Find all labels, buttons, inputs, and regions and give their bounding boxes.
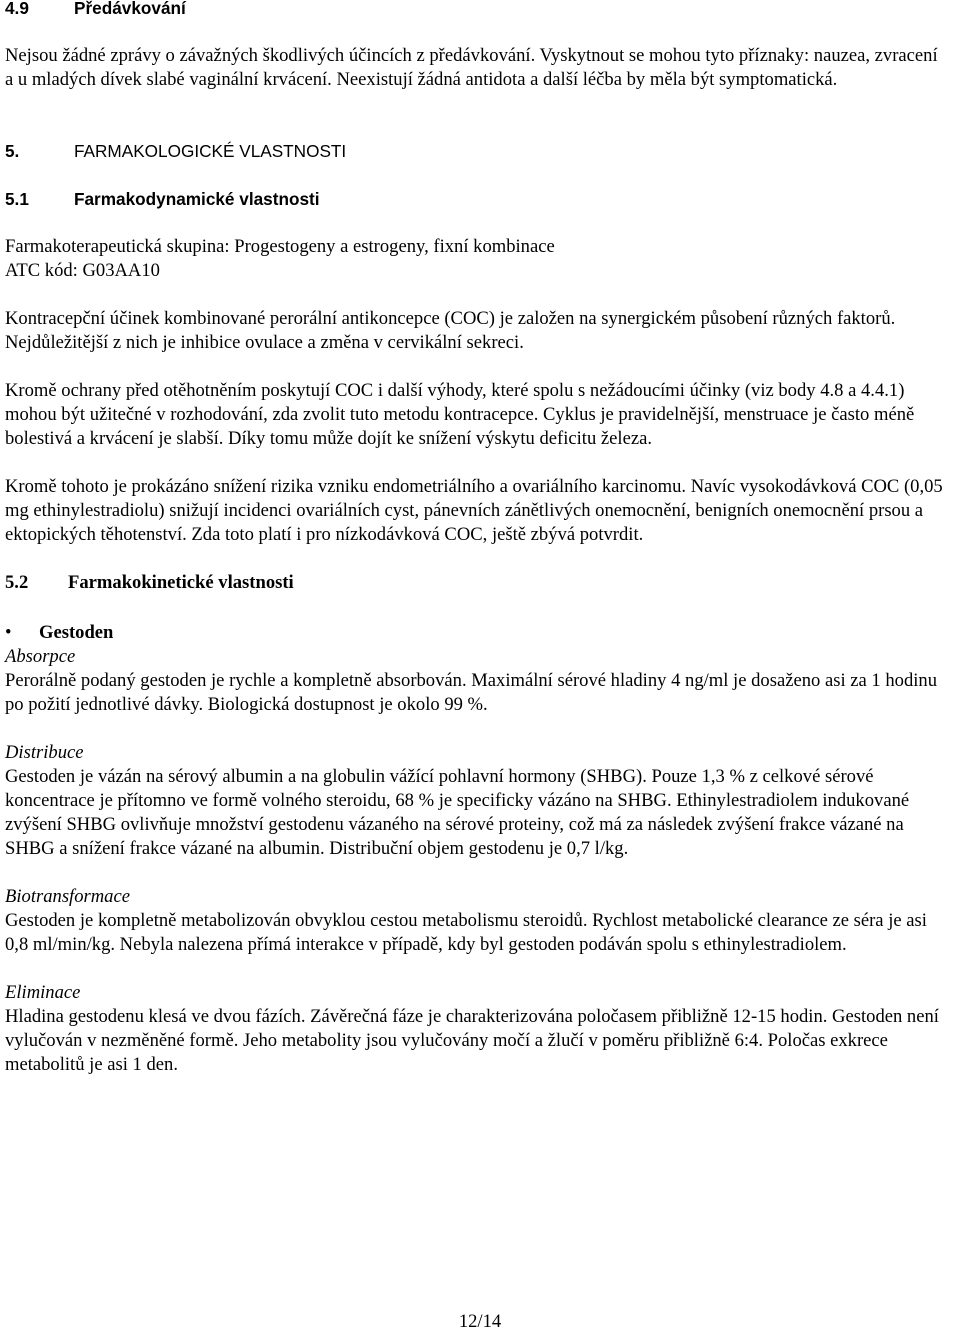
biotransformation-heading: Biotransformace — [5, 886, 130, 907]
bullet-icon: • — [5, 622, 12, 643]
contraceptive-effect-paragraph: Kontracepční účinek kombinované perorální antikoncepce (COC) je založen na synergickém působení různých faktorů. Nejdůležitější z nich je inhibice ovulace a změna v cervikální sekreci. — [5, 308, 896, 353]
section-number: 5. — [5, 141, 20, 161]
distribution-paragraph: Gestoden je vázán na sérový albumin a na globulin vážící pohlavní hormony (SHBG). Pouze 1,3 % z celkové sérové koncentrace je přítomno ve formě volného steroidu, 68 % je specificky vázáno na SHBG. Ethinylestradiolem indukované zvýšení SHBG ovlivňuje množství gestodenu vázaného na sérové proteiny, což má za následek zvýšení frakce vázané na SHBG a snížení frakce vázané na albumin. Distribuční objem gestodenu je 0,7 l/kg. — [5, 766, 910, 859]
section-4-9-heading — [5, 0, 950, 20]
section-title: FARMAKOLOGICKÉ VLASTNOSTI — [74, 141, 347, 161]
pharmacotherapeutic-group: Farmakoterapeutická skupina: Progestogeny a estrogeny, fixní kombinace — [5, 236, 555, 257]
section-5-heading — [5, 139, 950, 163]
elimination-paragraph: Hladina gestodenu klesá ve dvou fázích. Závěrečná fáze je charakterizována poločasem přibližně 12-15 hodin. Gestoden není vylučován v nezměněné formě. Jeho metabolity jsou vylučovány močí a žlučí v poměru přibližně 6:4. Poločas exkrece metabolitů je asi 1 den. — [5, 1006, 939, 1075]
atc-code: ATC kód: G03AA10 — [5, 260, 160, 281]
section-5-2-heading — [5, 571, 950, 595]
section-title: Farmakodynamické vlastnosti — [74, 189, 320, 209]
section-number: 5.2 — [5, 572, 29, 593]
elimination-heading: Eliminace — [5, 982, 81, 1003]
document-page — [5, 0, 950, 1077]
distribution-heading: Distribuce — [5, 742, 84, 763]
section-5-1-heading — [5, 187, 950, 211]
absorption-paragraph: Perorálně podaný gestoden je rychle a kompletně absorbován. Maximální sérové hladiny 4 ng/ml je dosaženo asi za 1 hodinu po požití jednotlivé dávky. Biologická dostupnost je okolo 99 %. — [5, 670, 938, 715]
cancer-risk-paragraph: Kromě tohoto je prokázáno snížení rizika vzniku endometriálního a ovariálního karcinomu. Navíc vysokodávková COC (0,05 mg ethinylestradiolu) snižují incidenci ovariálních cyst, pánevních zánětlivých onemocnění, benigních onemocnění prsou a ektopických těhotenství. Zda toto platí i pro nízkodávková COC, ještě zbývá potvrdit. — [5, 476, 943, 545]
benefits-paragraph: Kromě ochrany před otěhotněním poskytují COC i další výhody, které spolu s nežádoucími účinky (viz body 4.8 a 4.4.1) mohou být užitečné v rozhodování, zda zvolit tuto metodu kontracepce. Cyklus je pravidelnější, menstruace je často méně bolestivá a krvácení je slabší. Díky tomu může dojít ke snížení výskytu deficitu železa. — [5, 380, 915, 449]
substance-bullet — [5, 621, 950, 645]
page-number: 12/14 — [458, 1311, 502, 1332]
section-number: 4.9 — [5, 0, 29, 18]
absorption-heading: Absorpce — [5, 646, 76, 667]
section-title: Předávkování — [74, 0, 186, 18]
biotransformation-paragraph: Gestoden je kompletně metabolizován obvyklou cestou metabolismu steroidů. Rychlost metabolické clearance ze séra je asi 0,8 ml/min/kg. Nebyla nalezena přímá interakce v případě, kdy byl gestoden podáván spolu s ethinylestradiolem. — [5, 910, 927, 955]
overdose-paragraph: Nejsou žádné zprávy o závažných škodlivých účincích z předávkování. Vyskytnout se mohou tyto příznaky: nauzea, zvracení a u mladých dívek slabé vaginální krvácení. Neexistují žádná antidota a další léčba by měla být symptomatická. — [5, 45, 938, 90]
section-title: Farmakokinetické vlastnosti — [68, 572, 294, 593]
section-number: 5.1 — [5, 189, 29, 209]
substance-name: Gestoden — [39, 622, 114, 643]
